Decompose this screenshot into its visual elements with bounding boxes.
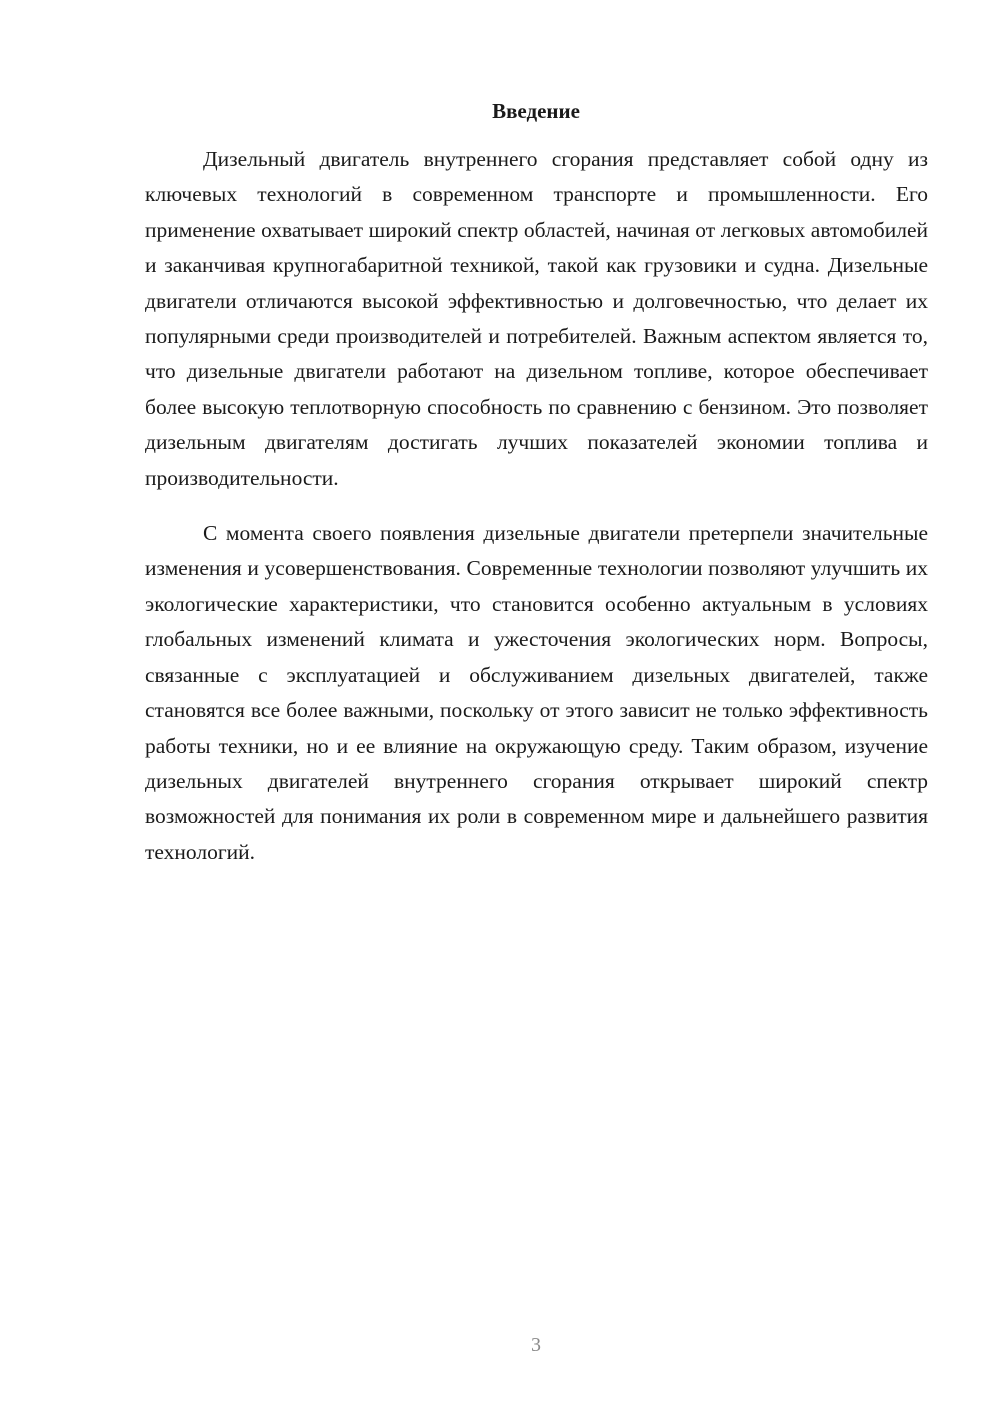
paragraph-1: Дизельный двигатель внутреннего сгорания представляет собой одну из ключевых технологий в современном транспорте и промышленности. Его применение охватывает широкий спектр областей, начиная от легковых автомобилей и заканчивая крупногабаритной техникой, такой как грузовики и судна. Дизельные двигатели отличаются высокой эффективностью и долговечностью, что делает их популярными среди производителей и потребителей. Важным аспектом является то, что дизельные двигатели работают на дизельном топливе, которое обеспечивает более высокую теплотворную способность по сравнению с бензином. Это позволяет дизельным двигателям достигать лучших показателей экономии топлива и производительности. [145,147,928,490]
paragraph-2: С момента своего появления дизельные двигатели претерпели значительные изменения и усовершенствования. Современные технологии позволяют улучшить их экологические характеристики, что становится особенно актуальным в условиях глобальных изменений климата и ужесточения экологических норм. Вопросы, связанные с эксплуатацией и обслуживанием дизельных двигателей, также становятся все более важными, поскольку от этого зависит не только эффективность работы техники, но и ее влияние на окружающую среду. Таким образом, изучение дизельных двигателей внутреннего сгорания открывает широкий спектр возможностей для понимания их роли в современном мире и дальнейшего развития технологий. [145,521,928,864]
page-number: 3 [531,1334,541,1356]
page-title: Введение [492,99,580,123]
body-text [145,142,928,890]
